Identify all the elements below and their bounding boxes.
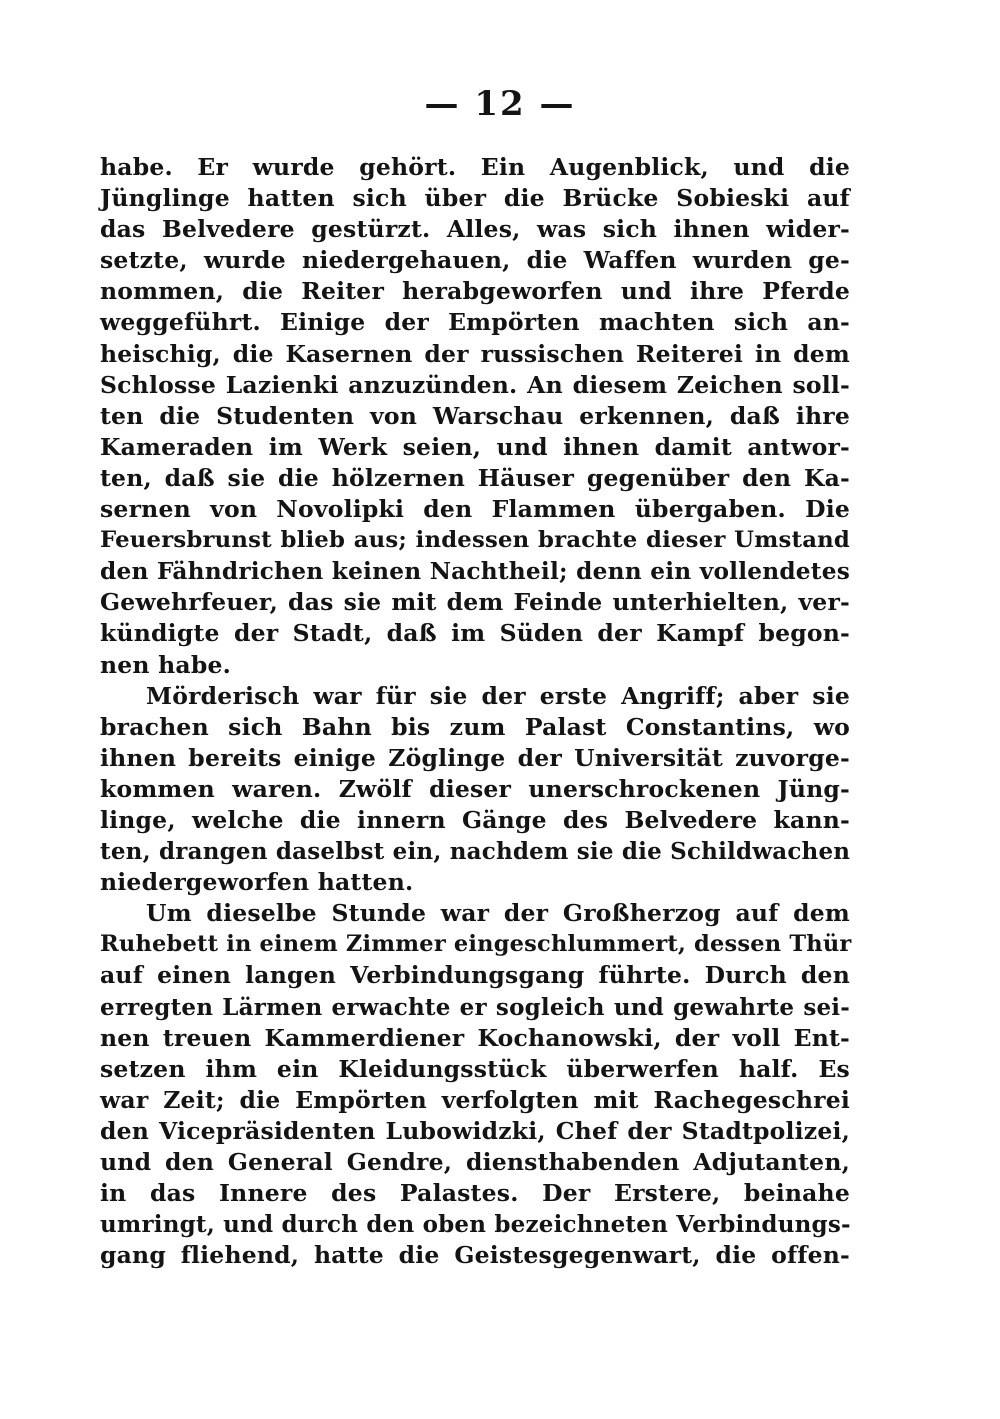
text-line: den Vicepräsidenten Lubowidzki, Chef der Stadtpolizei,	[100, 1116, 850, 1145]
text-line: Ruhebett in einem Zimmer eingeschlummert, dessen Thür	[100, 931, 852, 958]
text-line: in das Innere des Palastes. Der Erstere, beinahe	[100, 1179, 850, 1208]
text-line: Feuersbrunst blieb aus; indessen brachte dieser Umstand	[100, 527, 850, 554]
text-line: setzte, wurde niedergehauen, die Waffen wurden ge-	[100, 246, 850, 275]
text-line: setzen ihm ein Kleidungsstück überwerfen half. Es	[100, 1054, 850, 1083]
text-line: niedergeworfen hatten.	[100, 868, 414, 897]
text-line: Gewehrfeuer, das sie mit dem Feinde unterhielten, ver-	[100, 588, 850, 617]
text-line: das Belvedere gestürzt. Alles, was sich ihnen wider-	[100, 215, 850, 244]
text-line: ihnen bereits einige Zöglinge der Universität zuvorge-	[100, 743, 850, 772]
text-line: sernen von Novolipki den Flammen übergaben. Die	[100, 495, 850, 524]
text-line: kündigte der Stadt, daß im Süden der Kampf begon-	[100, 619, 850, 648]
text-line: nen treuen Kammerdiener Kochanowski, der voll Ent-	[100, 1023, 850, 1052]
text-line: ten die Studenten von Warschau erkennen, daß ihre	[100, 401, 850, 430]
text-line: habe. Er wurde gehört. Ein Augenblick, und die	[100, 153, 850, 181]
body-text	[100, 152, 850, 1271]
text-line: Kameraden im Werk seien, und ihnen damit antwor-	[100, 432, 850, 461]
text-line: und den General Gendre, diensthabenden Adjutanten,	[100, 1148, 850, 1176]
text-line: brachen sich Bahn bis zum Palast Constantins, wo	[100, 712, 850, 741]
text-line: den Fähndrichen keinen Nachtheil; denn ein vollendetes	[100, 558, 850, 586]
text-line: auf einen langen Verbindungsgang führte. Durch den	[100, 961, 850, 990]
text-line: Um dieselbe Stunde war der Großherzog auf dem	[146, 899, 850, 928]
text-line: war Zeit; die Empörten verfolgten mit Rachegeschrei	[100, 1085, 850, 1114]
text-line: erregten Lärmen erwachte er sogleich und gewahrte sei-	[100, 993, 850, 1021]
text-line: nen habe.	[100, 650, 231, 679]
text-line: ten, drangen daselbst ein, nachdem sie die Schildwachen	[100, 838, 851, 866]
text-line: Mörderisch war für sie der erste Angriff; aber sie	[146, 681, 850, 710]
text-line: linge, welche die innern Gänge des Belvedere kann-	[100, 805, 850, 834]
text-line: kommen waren. Zwölf dieser unerschrockenen Jüng-	[100, 774, 850, 803]
text-line: gang fliehend, hatte die Geistesgegenwart, die offen-	[100, 1241, 850, 1270]
text-line: umringt, und durch den oben bezeichneten Verbindungs-	[100, 1211, 851, 1239]
text-line: ten, daß sie die hölzernen Häuser gegenüber den Ka-	[100, 463, 850, 492]
text-line: heischig, die Kasernen der russischen Reiterei in dem	[100, 339, 850, 368]
text-line: weggeführt. Einige der Empörten machten sich an-	[100, 308, 850, 337]
page-number: — 12 —	[424, 84, 576, 124]
text-line: nommen, die Reiter herabgeworfen und ihre Pferde	[100, 277, 850, 306]
text-line: Schlosse Lazienki anzuzünden. An diesem Zeichen soll-	[100, 370, 850, 399]
text-line: Jünglinge hatten sich über die Brücke Sobieski auf	[100, 184, 850, 213]
